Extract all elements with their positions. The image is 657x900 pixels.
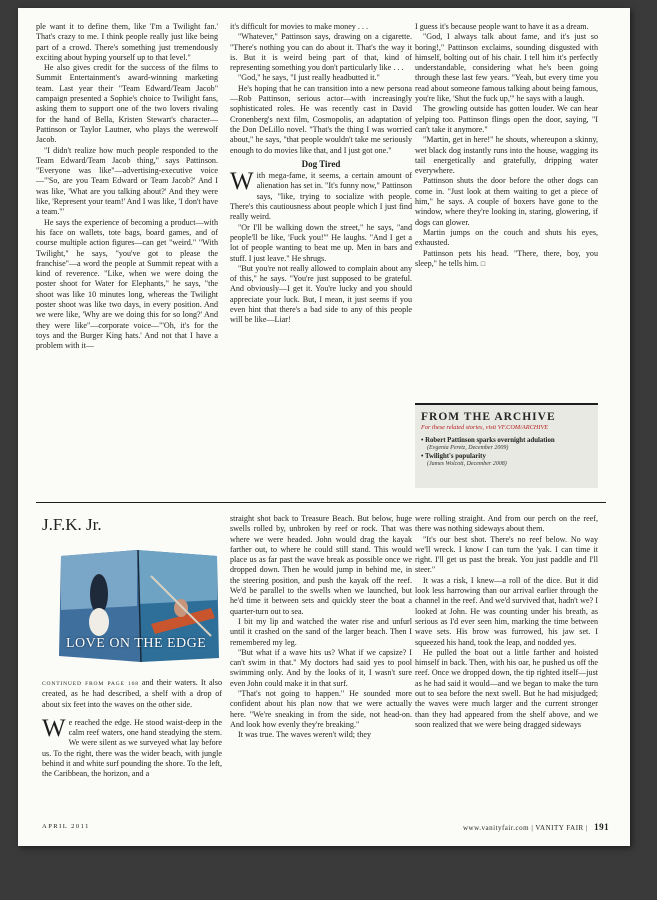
- paragraph-text: ith mega-fame, it seems, a certain amount of alienation has set in. "It's funny now," Pattinson says, "like, trying to socialize with people. There's this cautiousness about people which I just find really weird.: [230, 171, 412, 222]
- cover-headline: LOVE ON THE EDGE: [66, 636, 207, 651]
- paragraph-text: e reached the edge. He stood waist-deep in the calm reef waters, one hand steadying the stern. We were silent as we surveyed what lay before us. To the right, there was the wider beach, with jungle behind it and white surf pounding the shore. To the left, the Caribbean, the horizon, and a: [42, 717, 223, 779]
- jfk-column-3: [415, 514, 598, 730]
- archive-item[interactable]: • Robert Pattinson sparks overnight adulation: [421, 437, 555, 444]
- archive-item-title[interactable]: Robert Pattinson sparks overnight adulation: [425, 437, 555, 444]
- archive-item[interactable]: • Twilight's popularity: [421, 453, 486, 461]
- paragraph: He says the experience of becoming a product—with his face on wallets, tote bags, board games, and of course multiple action figures—can get "weird." "With Twilight," he says, "you've got to please the franchise"—a word the people at Summit repeat with a kind of reverence. "Like, when we were doing the poster shoot for Water for Elephants," he says, "the shoot was like 10 minutes long, whereas the Twilight poster shoot was like two days, in every position. And we were like, 'Why are we doing this for so long?' And they were like"—corporate voice—"'Oh, it's for the toys and the Burger King hats.' And not that I have a problem with it—: [36, 217, 218, 351]
- magazine-name: VANITY FAIR: [535, 824, 584, 832]
- end-mark-icon: □: [480, 259, 486, 268]
- paragraph: "But you're not really allowed to complain about any of this," he says. "You're just supposed to be grateful. And obviously—I get it. You're lucky and you should appreciate your luck. But, I mean, it just seems if you even hint that there's a bad side to any of this people will be like—Liar!: [230, 263, 412, 325]
- paragraph: "Or I'll be walking down the street," he says, "and people'll be like, 'Fuck you!'" He laughs. "And I get a lot of people wanting to beat me up. Men in bars and stuff. I just leave." He shrugs.: [230, 222, 412, 263]
- page-footer: www.vanityfair.com | VANITY FAIR | 191: [463, 822, 610, 832]
- archive-box: [415, 403, 598, 488]
- jfk-column-1: [42, 678, 222, 780]
- paragraph: straight shot back to Treasure Beach. But below, huge swells rolled by, unbroken by reef or rock. That was where we were headed. John would drag the kayak farther out, to where he could still stand. This would place us as far past the wave break as possible once we dropped down. Then he would jump in behind me, in the steering position, and push the kayak off the reef. We'd be parallel to the swells when we launched, but he'd time it between sets and quickly steer the boat a quarter-turn out to sea.: [230, 514, 412, 616]
- paragraph: Martin jumps on the couch and shuts his eyes, exhausted.: [415, 227, 598, 248]
- paragraph: Pattinson shuts the door before the other dogs can come in. "Just look at them waiting to get a piece of him," he says. A couple of boxers have gone to the window, where they're looking in, staring, glowering, if dogs can glower.: [415, 176, 598, 227]
- article-column-1: [36, 22, 218, 352]
- paragraph: "That's not going to happen." He sounded more confident about his plan now that we were actually here. "We're sneaking in from the side, not head-on. And look how evenly they're breaking.": [230, 689, 412, 729]
- paragraph: "God," he says, "I just really headbutted it.": [238, 73, 380, 83]
- paragraph: "Whatever," Pattinson says, drawing on a cigarette. "There's nothing you can do about it. That's the way it is. But it is weird being part of that, kind of representing something you don't particularly like . . .: [230, 32, 412, 73]
- drop-cap: W: [42, 714, 66, 742]
- archive-item-meta: (James Wolcott, December 2008): [427, 461, 507, 468]
- paragraph: "But what if a wave hits us? What if we capsize? I can't swim in that." My doctors had said yes to pool swimming only. And by the looks of it, I wasn't sure even John could make it in that surf.: [230, 647, 412, 688]
- paragraph: He's hoping that he can transition into a new persona—Rob Pattinson, serious actor—with increasingly sophisticated roles. He was recently cast in David Cronenberg's next film, Cosmopolis, an adaptation of the Don DeLillo novel. "That's the thing I was worried about," he says, "that people wouldn't take me seriously enough to do movies like that, and I just got one.": [230, 83, 412, 155]
- paragraph: He pulled the boat out a little farther and hoisted himself in back. Then, with his oar, he pushed us off the reef. Once we dropped down, the tip righted itself—just as he had said it would—and we began to make the turn out to sea before the next swell. But he had misjudged; the waves were much larger and the current stronger than they had appeared from the shelf above, and we soon realized that we were being dragged sideways: [415, 647, 598, 729]
- archive-item-meta: (Evgenia Peretz, December 2009): [427, 445, 509, 452]
- continued-label: CONTINUED FROM PAGE 168: [42, 681, 139, 687]
- paragraph: [415, 249, 598, 270]
- archive-subtitle: For these related stories, visit VF.COM/ARCHIVE: [421, 424, 549, 431]
- paragraph-text: and their waters. It also created, as he had described, a shelf with a drop of about six feet into the waves on the other side.: [42, 678, 222, 709]
- paragraph: [42, 678, 222, 710]
- paragraph: ple want it to define them, like 'I'm a Twilight fan.' That's crazy to me. I think people really just like being part of a crowd. There's something just tremendously exciting about hyping yourself up to that level.": [36, 22, 218, 62]
- section-divider: [36, 502, 606, 503]
- paragraph-text: Pattinson pets his head. "There, there, boy, you sleep," he tells him.: [415, 248, 598, 268]
- paragraph: "It's our best shot. There's no reef below. No way we'll wreck. I know I can turn the 'yak. I can time it right. I'll get us past the break. You just paddle and I'll steer.": [415, 534, 598, 575]
- paragraph: It was true. The waves weren't wild; they: [238, 730, 372, 740]
- article-column-2: [230, 22, 412, 326]
- issue-date: APRIL 2011: [42, 823, 90, 830]
- archive-item-title[interactable]: Twilight's popularity: [424, 453, 486, 461]
- paragraph: I bit my lip and watched the water rise and unfurl until it crashed on the sand of the larger beach. Then I remembered my leg.: [230, 616, 412, 647]
- section-heading: J.F.K. Jr.: [42, 515, 102, 534]
- page-number: 191: [594, 822, 610, 832]
- paragraph: "I didn't realize how much people responded to the Team Edward/Team Jacob thing," says Pattinson. "Everyone was like"—advertising-executive voice—"'So, are you Team Edward or Team Jacob?' And I was like, 'What are you talking about?' And they were like, 'Represent your team!' And I was like, 'I don't have a team.'": [36, 145, 218, 217]
- paragraph: "God, I always talk about fame, and it's just so boring!," Pattinson exclaims, sounding disgusted with himself, bolting out of his chair. I tell him it's perfectly understandable, considering what he's been going through these last few years. "Yeah, but every time you read about someone famous talking about being famous, you're like, 'Shut the fuck up,'" he says with a laugh.: [415, 32, 598, 104]
- site-url: www.vanityfair.com: [463, 824, 530, 832]
- paragraph: were rolling straight. And from our perch on the reef, there was nothing sideways about them.: [415, 514, 598, 534]
- paragraph: "Martin, get in here!" he shouts, whereupon a skinny, wet black dog instantly runs into the house, wagging its tail energetically and gratefully, dripping water everywhere.: [415, 135, 598, 176]
- article-column-3: [415, 22, 598, 269]
- magazine-page: [18, 8, 630, 846]
- paragraph: The growling outside has gotten louder. We can hear yelping too. Pattinson flings open the door, saying, "I can't take it anymore.": [415, 104, 598, 134]
- paragraph: [42, 714, 223, 780]
- paragraph: It was a risk, I knew—a roll of the dice. But it did look less harrowing than our arrival earlier through the channel in the reef. And we'd survived that, hadn't we? I looked at John. He was counting under his breath, as serious as I'd ever seen him, marking the time between wave sets. His brow was furrowed, his jaw set. I squeezed his hand, took the leap, and nodded yes.: [415, 575, 598, 647]
- paragraph: [230, 168, 412, 222]
- paragraph: it's difficult for movies to make money . . .: [230, 22, 368, 31]
- paragraph: I guess it's because people want to have it as a dream.: [415, 22, 589, 31]
- jfk-column-2: [230, 514, 412, 741]
- paragraph: He also gives credit for the success of the films to Summit Entertainment's award-winning marketing team. Last year their "Team Edward/Team Jacob" campaign presented a Sophie's choice to Twilight fans, asking them to support one of the two lovers rivaling for the hand of Bella, Kristen Stewart's character—Pattinson or Taylor Lautner, who plays the werewolf Jacob.: [36, 63, 218, 145]
- drop-cap: W: [230, 168, 254, 196]
- archive-title: FROM THE ARCHIVE: [421, 411, 556, 423]
- section-subhead: Dog Tired: [301, 158, 341, 169]
